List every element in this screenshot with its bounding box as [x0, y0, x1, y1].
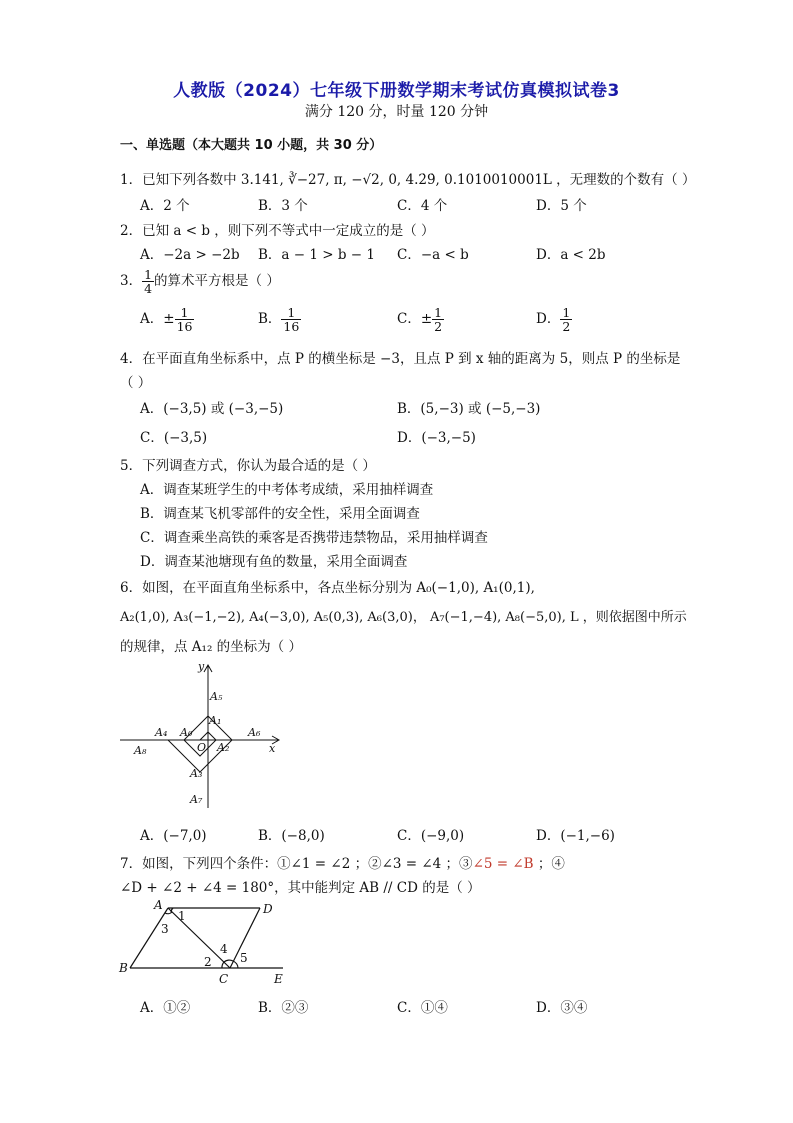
q7-arc-4 — [224, 960, 233, 962]
q6-coordinate-figure — [118, 660, 288, 810]
q5-stem: 5．下列调查方式，你认为最合适的是（ ） — [120, 458, 376, 474]
q3-option-d-fraction — [560, 306, 572, 333]
q7-label-e: E — [274, 972, 283, 986]
q7-option-c[interactable]: C．①④ — [397, 1000, 448, 1016]
q1-stem: 1．已知下列各数中 3.141, ∛−27, π, −√2, 0, 4.2̇9̇, 0.1010010001L ，无理数的个数有（ ） — [120, 172, 696, 188]
section-heading: 一、单选题（本大题共 10 小题，共 30 分） — [120, 138, 383, 153]
q4-option-c[interactable]: C．(−3,5) — [140, 430, 208, 446]
q3-option-c-sign: ± — [420, 311, 433, 328]
q6-label-x: x — [269, 742, 276, 755]
q7-label-angle-3: 3 — [161, 922, 169, 936]
q6-stem-cont-2: 的规律，点 A₁₂ 的坐标为（ ） — [120, 639, 302, 655]
q4-stem-cont: （ ） — [120, 375, 152, 391]
q3-fraction — [142, 268, 154, 295]
q7-stem — [120, 852, 565, 872]
q7-label-angle-2: 2 — [204, 955, 212, 969]
q3-option-d-label: D． — [536, 311, 561, 328]
q5-option-c[interactable]: C．调查乘坐高铁的乘客是否携带违禁物品，采用抽样调查 — [140, 530, 488, 546]
q7-label-angle-5: 5 — [240, 951, 248, 965]
q3-option-c-denominator: 2 — [434, 319, 443, 335]
q7-stem-red: ∠5 = ∠B — [472, 856, 534, 872]
q1-option-d[interactable]: D．5 个 — [536, 198, 587, 214]
q3-option-b-fraction — [281, 306, 301, 333]
q7-segment-ab — [130, 908, 168, 968]
q7-label-d: D — [263, 902, 273, 916]
q6-label-a8: A₈ — [134, 744, 147, 757]
q3-option-c-label: C． — [397, 311, 421, 328]
q1-option-a[interactable]: A．2 个 — [140, 198, 190, 214]
q6-label-a5: A₅ — [210, 690, 223, 703]
q6-label-a2: A₂ — [217, 741, 230, 754]
q3-number: 3． — [120, 273, 143, 290]
q3-option-a-sign: ± — [163, 311, 175, 328]
q7-option-d[interactable]: D．③④ — [536, 1000, 588, 1016]
q3-option-b-numerator: 1 — [281, 306, 301, 320]
q7-option-a[interactable]: A．①② — [140, 1000, 191, 1016]
q2-option-c[interactable]: C．−a < b — [397, 247, 469, 263]
q4-option-d[interactable]: D．(−3,−5) — [397, 430, 476, 446]
q7-arc-2 — [222, 962, 224, 968]
q2-option-d[interactable]: D．a < 2b — [536, 247, 606, 263]
q6-label-a3: A₃ — [190, 767, 203, 780]
q7-option-b[interactable]: B．②③ — [258, 1000, 309, 1016]
q6-option-c[interactable]: C．(−9,0) — [397, 828, 465, 844]
q6-label-a1: A₁ — [209, 714, 222, 727]
q7-label-a: A — [154, 898, 163, 912]
q6-label-y: y — [198, 660, 205, 673]
q2-option-a[interactable]: A．−2a > −2b — [140, 247, 240, 263]
q3-fraction-denominator: 4 — [144, 281, 153, 297]
q3-fraction-numerator: 1 — [144, 267, 153, 282]
q6-option-b[interactable]: B．(−8,0) — [258, 828, 325, 844]
q4-option-b[interactable]: B．(5,−3) 或 (−5,−3) — [397, 401, 541, 417]
q3-option-c-numerator: 1 — [434, 305, 443, 320]
q3-option-d-numerator: 1 — [562, 305, 571, 320]
q3-option-a-denominator: 16 — [176, 319, 193, 335]
q1-option-b[interactable]: B．3 个 — [258, 198, 308, 214]
q3-option-a[interactable] — [140, 306, 194, 333]
exam-title: 人教版（2024）七年级下册数学期末考试仿真模拟试卷3 — [173, 81, 620, 101]
q7-label-c: C — [219, 972, 229, 986]
q7-parallelogram-figure — [118, 895, 298, 990]
q4-option-a[interactable]: A．(−3,5) 或 (−3,−5) — [140, 401, 284, 417]
exam-subtitle: 满分 120 分，时量 120 分钟 — [304, 104, 489, 120]
q6-label-a6: A₆ — [248, 726, 261, 739]
q6-option-d[interactable]: D．(−1,−6) — [536, 828, 615, 844]
q3-stem-text: 的算术平方根是（ ） — [154, 273, 280, 290]
q7-stem-part-a: 7．如图，下列四个条件：①∠1 = ∠2 ；②∠3 = ∠4 ；③ — [120, 856, 473, 872]
q6-stem: 6．如图，在平面直角坐标系中，各点坐标分别为 A₀(−1,0), A₁(0,1), — [120, 580, 535, 596]
q7-arc-5 — [233, 961, 238, 968]
q1-option-c[interactable]: C．4 个 — [397, 198, 448, 214]
q3-option-a-fraction — [175, 306, 195, 333]
q2-option-b[interactable]: B．a − 1 > b − 1 — [258, 247, 375, 263]
q7-label-b: B — [119, 961, 128, 975]
q4-stem: 4．在平面直角坐标系中，点 P 的横坐标是 −3，且点 P 到 x 轴的距离为 5，则点 P 的坐标是 — [120, 351, 681, 367]
q7-stem-cont: ∠D + ∠2 + ∠4 = 180°，其中能判定 AB // CD 的是（ ） — [120, 880, 481, 896]
q6-label-a0: A₀ — [180, 726, 193, 739]
q5-option-b[interactable]: B．调查某飞机零部件的安全性，采用全面调查 — [140, 506, 420, 522]
q3-option-c-fraction — [432, 306, 444, 333]
q6-option-a[interactable]: A．(−7,0) — [140, 828, 207, 844]
q7-label-angle-1: 1 — [178, 909, 186, 923]
q3-option-b-denominator: 16 — [283, 319, 300, 335]
q7-arc-3 — [165, 912, 172, 914]
q3-option-d-denominator: 2 — [562, 319, 571, 335]
q3-option-c[interactable] — [397, 306, 444, 333]
q3-option-b[interactable] — [258, 306, 301, 333]
q5-option-d[interactable]: D．调查某池塘现有鱼的数量，采用全面调查 — [140, 554, 408, 570]
q5-option-a[interactable]: A．调查某班学生的中考体考成绩，采用抽样调查 — [140, 482, 434, 498]
q6-label-o: O — [197, 741, 207, 754]
q3-option-b-label: B． — [258, 311, 282, 328]
q3-stem — [120, 268, 280, 295]
q3-option-a-numerator: 1 — [175, 306, 195, 320]
q6-label-a4: A₄ — [155, 726, 168, 739]
q7-label-angle-4: 4 — [220, 942, 228, 956]
q7-stem-part-b: ；④ — [533, 856, 565, 872]
q6-stem-cont: A₂(1,0), A₃(−1,−2), A₄(−3,0), A₅(0,3), A₆(3,0)， A₇(−1,−4), A₈(−5,0), L ，则依据图中所示 — [120, 610, 687, 625]
q3-option-d[interactable] — [536, 306, 572, 333]
q2-stem: 2．已知 a < b ，则下列不等式中一定成立的是（ ） — [120, 223, 435, 239]
q3-option-a-label: A． — [140, 311, 164, 328]
q6-label-a7: A₇ — [190, 793, 203, 806]
